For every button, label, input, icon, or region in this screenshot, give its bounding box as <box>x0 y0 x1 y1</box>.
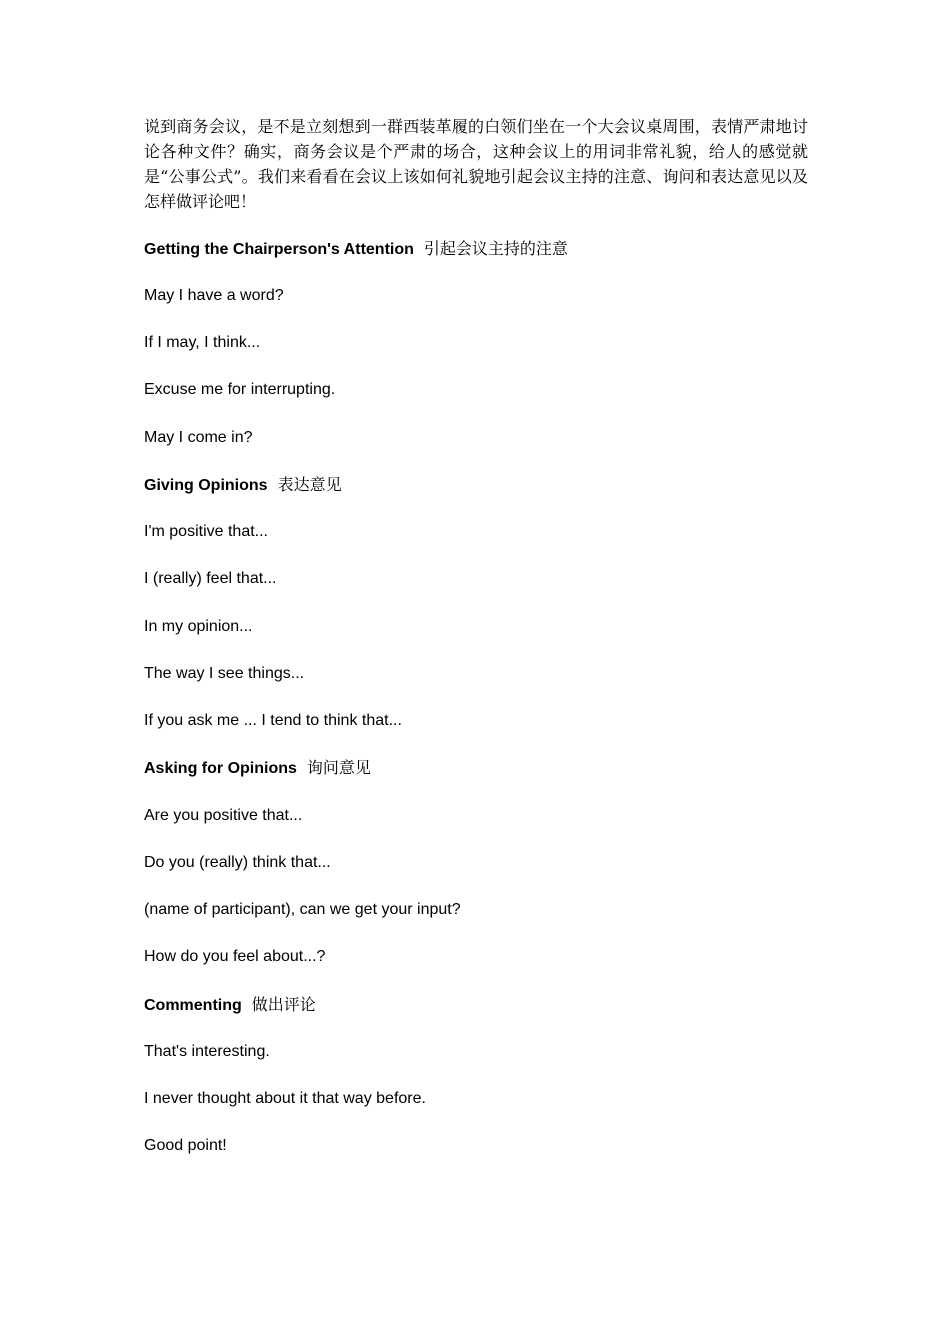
section-title-zh: 做出评论 <box>251 995 316 1014</box>
section-title-zh: 询问意见 <box>306 758 371 777</box>
phrase-item: If I may, I think... <box>144 334 261 351</box>
section-title-zh: 引起会议主持的注意 <box>423 239 568 258</box>
section-title-en: Commenting <box>144 997 242 1014</box>
phrase-item: I never thought about it that way before. <box>144 1090 426 1107</box>
phrase-item: How do you feel about...? <box>144 948 326 965</box>
section-title-en: Getting the Chairperson's Attention <box>144 241 414 258</box>
phrase-item: Good point! <box>144 1137 227 1154</box>
section-heading-commenting <box>144 995 316 1016</box>
section-title-en: Giving Opinions <box>144 477 268 494</box>
phrase-item: That's interesting. <box>144 1043 270 1060</box>
phrase-item: Excuse me for interrupting. <box>144 381 336 398</box>
phrase-item: I'm positive that... <box>144 523 268 540</box>
phrase-item: Do you (really) think that... <box>144 854 331 871</box>
section-heading-asking-opinions <box>144 758 371 779</box>
intro-paragraph: 说到商务会议，是不是立刻想到一群西装革履的白领们坐在一个大会议桌周围，表情严肃地讨论各种文件？确实，商务会议是个严肃的场合，这种会议上的用词非常礼貌，给人的感觉就是“公事公式”。我们来看看在会议上该如何礼貌地引起会议主持的注意、询问和表达意见以及怎样做评论吧！ <box>144 117 808 211</box>
phrase-item: If you ask me ... I tend to think that... <box>144 712 402 729</box>
section-title-en: Asking for Opinions <box>144 760 297 777</box>
phrase-item: (name of participant), can we get your input? <box>144 901 461 918</box>
phrase-item: The way I see things... <box>144 665 305 682</box>
section-heading-attention <box>144 239 568 260</box>
phrase-item: I (really) feel that... <box>144 570 277 587</box>
phrase-item: In my opinion... <box>144 618 253 635</box>
phrase-item: May I have a word? <box>144 287 284 304</box>
phrase-item: May I come in? <box>144 429 253 446</box>
phrase-item: Are you positive that... <box>144 807 303 824</box>
section-heading-giving-opinions <box>144 475 342 496</box>
section-title-zh: 表达意见 <box>277 475 342 494</box>
